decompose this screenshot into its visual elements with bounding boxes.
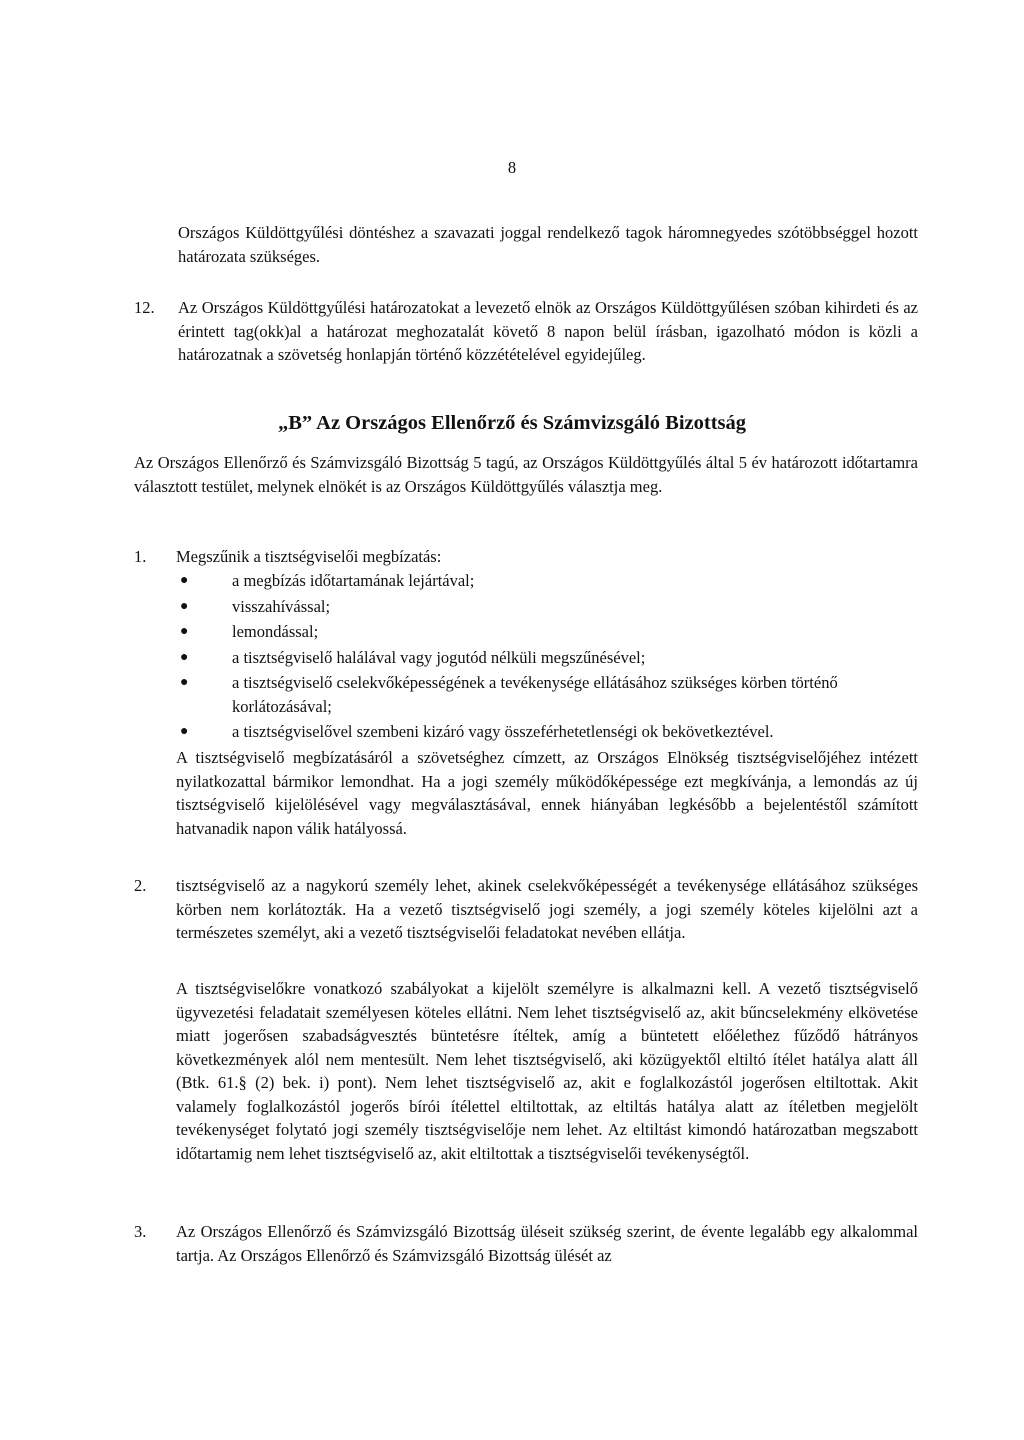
bullet-icon: ● bbox=[180, 649, 189, 665]
page-number: 8 bbox=[507, 158, 517, 177]
list-item bbox=[176, 569, 916, 593]
item-12-text: Az Országos Küldöttgyűlési határozatokat a levezető elnök az Országos Küldöttgyűlésen szóban kihirdeti és az érintett tag(okk)al a határozat meghozatalát követő 8 napon belül írásban, igazolható módon is közli a határozatnak a szövetség honlapján történő közzétételével egyidejűleg. bbox=[178, 298, 918, 364]
section-intro: Az Országos Ellenőrző és Számvizsgáló Bizottság 5 tagú, az Országos Küldöttgyűlés által 5 év határozott időtartamra választott testület, melynek elnökét is az Országos Küldöttgyűlés választja meg. bbox=[134, 453, 918, 496]
bullet-icon: ● bbox=[180, 724, 189, 739]
item-3-text: Az Országos Ellenőrző és Számvizsgáló Bizottság üléseit szükség szerint, de évente legalább egy alkalommal tartja. Az Országos Ellenőrző és Számvizsgáló Bizottság ülését az bbox=[176, 1222, 918, 1265]
item-1-number: 1. bbox=[134, 547, 147, 566]
list-item bbox=[176, 671, 916, 718]
bullet-text: a megbízás időtartamának lejártával; bbox=[232, 571, 475, 590]
bullet-text: a tisztségviselő halálával vagy jogutód nélküli megszűnésével; bbox=[232, 647, 646, 667]
item-1-lead: Megszűnik a tisztségviselői megbízatás: bbox=[176, 547, 442, 566]
list-item bbox=[176, 595, 916, 619]
list-item bbox=[176, 620, 916, 644]
bullet-text: visszahívással; bbox=[232, 596, 331, 616]
list-item bbox=[176, 720, 916, 744]
bullet-icon: ● bbox=[180, 675, 189, 690]
item-2-paragraph: A tisztségviselőkre vonatkozó szabályokat a kijelölt személyre is alkalmazni kell. A vezető tisztségviselő ügyvezetési feladatait személyesen köteles ellátni. Nem lehet tisztségviselő az, akit bűncselekmény elkövetése miatt jogerősen szabadságvesztés büntetésre ítéltek, amíg a büntetett előélethez fűződő hátrányos következmények alól nem mentesült. Nem lehet tisztségviselő, aki közügyektől eltiltó ítélet hatálya alatt áll (Btk. 61.§ (2) bek. i) pont). Nem lehet tisztségviselő az, akit e foglalkozástól jogerősen eltiltottak. Akit valamely foglalkozástól jogerős bírói ítélettel eltiltottak, az eltiltás hatálya alatt az ítéletben megjelölt tevékenységet folytató jogi személy tisztségviselője nem lehet. Az eltiltást kimondó határozatban megszabott időtartamig nem lehet tisztségviselő az, akit eltiltottak a tisztségviselői tevékenységtől. bbox=[176, 979, 918, 1163]
section-heading: „B” Az Országos Ellenőrző és Számvizsgáló Bizottság bbox=[277, 412, 747, 434]
item-2-text: tisztségviselő az a nagykorú személy lehet, akinek cselekvőképességét a tevékenysége ellátásához szükséges körben nem korlátozták. Ha a vezető tisztségviselő jogi személy, a jogi személy köteles kijelölni azt a természetes személyt, aki a vezető tisztségviselői feladatokat nevében ellátja. bbox=[176, 876, 918, 942]
item-1-paragraph: A tisztségviselő megbízatásáról a szövetséghez címzett, az Országos Elnökség tisztségviselőjéhez intézett nyilatkozattal bármikor lemondhat. Ha a jogi személy működőképessége ezt megkívánja, a lemondás az új tisztségviselő kijelölésével vagy megválasztásával, ennek hiányában legkésőbb a bejelentéstől számított hatvanadik napon válik hatályossá. bbox=[176, 748, 918, 838]
bullet-icon: ● bbox=[180, 624, 189, 639]
continuation-paragraph: Országos Küldöttgyűlési döntéshez a szavazati joggal rendelkező tagok háromnegyedes szótöbbséggel hozott határozata szükséges. bbox=[178, 223, 918, 266]
bullet-text: a tisztségviselővel szembeni kizáró vagy összeférhetetlenségi ok bekövetkeztével. bbox=[232, 722, 774, 741]
item-12-number: 12. bbox=[134, 298, 155, 317]
item-2-number: 2. bbox=[134, 876, 147, 895]
bullet-icon: ● bbox=[180, 573, 189, 588]
item-3-number: 3. bbox=[134, 1222, 147, 1241]
termination-bullet-list bbox=[176, 569, 916, 746]
bullet-text: a tisztségviselő cselekvőképességének a tevékenysége ellátásához szükséges körben történő korlátozásával; bbox=[232, 673, 838, 716]
list-item bbox=[176, 646, 916, 670]
bullet-text: lemondással; bbox=[232, 622, 319, 641]
bullet-icon: ● bbox=[180, 598, 189, 614]
